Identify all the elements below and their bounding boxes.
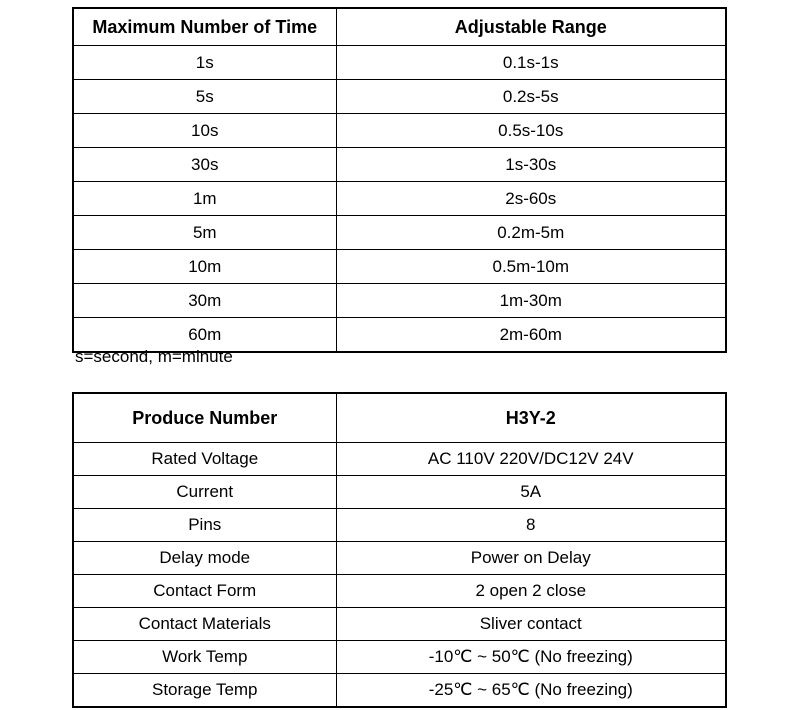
time-range-spec-table: [72, 7, 727, 353]
table-row: [73, 608, 726, 641]
table-cell: 10s: [73, 114, 336, 148]
table-cell: 5m: [73, 216, 336, 250]
table-cell: 0.1s-1s: [336, 46, 726, 80]
table-cell: AC 110V 220V/DC12V 24V: [336, 443, 726, 476]
table-row: [73, 575, 726, 608]
column-header-max-time: Maximum Number of Time: [73, 8, 336, 46]
table-row: [73, 80, 726, 114]
table-cell: 2s-60s: [336, 182, 726, 216]
table-cell: 60m: [73, 318, 336, 353]
table-cell: Current: [73, 476, 336, 509]
table-cell: 30s: [73, 148, 336, 182]
table-cell: 10m: [73, 250, 336, 284]
table-cell: Pins: [73, 509, 336, 542]
table-cell: 1m: [73, 182, 336, 216]
table-cell: 1s: [73, 46, 336, 80]
table-cell: 5A: [336, 476, 726, 509]
table-header-row: [73, 393, 726, 443]
table-cell: -25℃ ~ 65℃ (No freezing): [336, 674, 726, 708]
table-row: [73, 182, 726, 216]
table-cell: 0.2s-5s: [336, 80, 726, 114]
table-row: [73, 148, 726, 182]
table-row: [73, 114, 726, 148]
table-row: [73, 443, 726, 476]
table-cell: Rated Voltage: [73, 443, 336, 476]
table-cell: Contact Materials: [73, 608, 336, 641]
table-row: [73, 250, 726, 284]
table-cell: 5s: [73, 80, 336, 114]
table-row: [73, 284, 726, 318]
table-row: [73, 476, 726, 509]
table-cell: 0.5m-10m: [336, 250, 726, 284]
table-cell: Delay mode: [73, 542, 336, 575]
table-cell: 2m-60m: [336, 318, 726, 353]
table-header-row: [73, 8, 726, 46]
product-spec-table: [72, 392, 727, 708]
table-cell: 1m-30m: [336, 284, 726, 318]
table-cell: -10℃ ~ 50℃ (No freezing): [336, 641, 726, 674]
table-cell: Sliver contact: [336, 608, 726, 641]
table-row: [73, 674, 726, 708]
table-cell: 0.2m-5m: [336, 216, 726, 250]
table-row: [73, 542, 726, 575]
table-cell: 1s-30s: [336, 148, 726, 182]
column-header-model: H3Y-2: [336, 393, 726, 443]
table-cell: 2 open 2 close: [336, 575, 726, 608]
table-cell: 30m: [73, 284, 336, 318]
column-header-produce-number: Produce Number: [73, 393, 336, 443]
table-row: [73, 46, 726, 80]
column-header-adjustable-range: Adjustable Range: [336, 8, 726, 46]
table-cell: Power on Delay: [336, 542, 726, 575]
table-row: [73, 216, 726, 250]
table-row: [73, 641, 726, 674]
table-cell: 8: [336, 509, 726, 542]
units-legend-note: s=second, m=minute: [75, 347, 233, 366]
table-cell: Contact Form: [73, 575, 336, 608]
table-row: [73, 509, 726, 542]
table-cell: Storage Temp: [73, 674, 336, 708]
table-cell: 0.5s-10s: [336, 114, 726, 148]
table-cell: Work Temp: [73, 641, 336, 674]
